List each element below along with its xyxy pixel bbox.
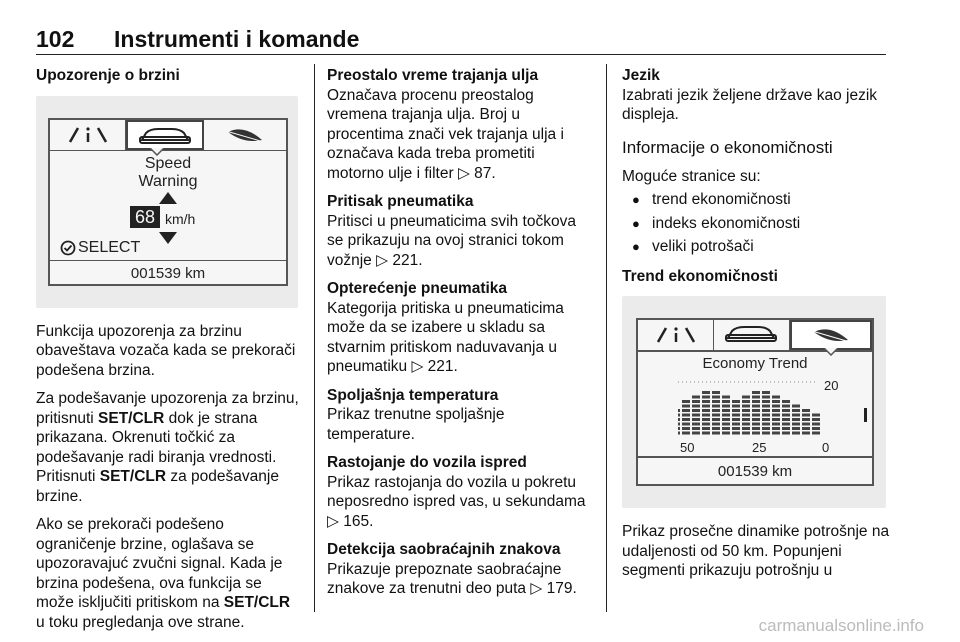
bar-segment bbox=[732, 405, 740, 408]
road-info-icon bbox=[638, 320, 714, 350]
bar-segment bbox=[678, 423, 680, 426]
bar-segment bbox=[692, 405, 700, 408]
arrow-up-icon bbox=[159, 192, 177, 204]
bar-segment bbox=[742, 418, 750, 421]
bar-segment bbox=[782, 409, 790, 412]
bar-segment bbox=[722, 400, 730, 403]
bar-segment bbox=[752, 432, 760, 435]
bar-segment bbox=[762, 405, 770, 408]
speed-warning-figure bbox=[36, 96, 298, 308]
bar-segment bbox=[782, 432, 790, 435]
bar-segment bbox=[722, 432, 730, 435]
bar-segment bbox=[762, 423, 770, 426]
bar-segment bbox=[782, 423, 790, 426]
column-divider bbox=[606, 64, 607, 612]
bar-segment bbox=[702, 391, 710, 394]
bar-segment bbox=[772, 400, 780, 403]
bar-segment bbox=[692, 409, 700, 412]
list-item: ● veliki potrošači bbox=[622, 237, 890, 257]
bar-segment bbox=[762, 418, 770, 421]
column-1 bbox=[36, 66, 302, 641]
bar-segment bbox=[722, 423, 730, 426]
bar-segment bbox=[762, 432, 770, 435]
bar-segment bbox=[762, 414, 770, 417]
paragraph: Izabrati jezik željene države kao jezik displeja. bbox=[622, 86, 878, 123]
bar-segment bbox=[702, 432, 710, 435]
bar-segment bbox=[712, 405, 720, 408]
bar-segment bbox=[752, 400, 760, 403]
bar-segment bbox=[782, 418, 790, 421]
display-line: Warning bbox=[138, 172, 198, 190]
scale-top-label: 20 bbox=[824, 378, 839, 393]
bar-segment bbox=[752, 391, 760, 394]
bar-segment bbox=[692, 423, 700, 426]
tab-vehicle bbox=[126, 120, 204, 150]
bar-segment bbox=[722, 396, 730, 399]
x-label: 0 bbox=[822, 440, 830, 455]
bar-segment bbox=[752, 414, 760, 417]
bar-segment bbox=[682, 432, 690, 435]
bar-segment bbox=[782, 414, 790, 417]
bar-segment bbox=[802, 409, 810, 412]
bar-segment bbox=[742, 427, 750, 430]
bar-segment bbox=[682, 414, 690, 417]
bar-segment bbox=[732, 414, 740, 417]
odometer: 001539 km bbox=[130, 264, 206, 282]
bar-segment bbox=[772, 432, 780, 435]
paragraph: Označava procenu preostalog vremena trajanja ulja. Broj u procentima znači vek trajanja ulja i označava kada treba prometiti motorno ulje i filter ▷ 87. bbox=[327, 86, 564, 182]
paragraph: Prikazuje prepoznate saobraćajne znakove za trenutni deo puta ▷ 179. bbox=[327, 560, 577, 597]
bar-segment bbox=[678, 409, 680, 412]
bar-segment bbox=[678, 418, 680, 421]
x-label: 50 bbox=[680, 440, 695, 455]
bar-segment bbox=[812, 427, 820, 430]
watermark: carmanualsonline.info bbox=[758, 616, 924, 635]
bar-segment bbox=[782, 405, 790, 408]
paragraph: Kategorija pritiska u pneumaticima može da se izabere u skladu sa stvarnim pritiskom naduvavanja u pneumatiku ▷ 221. bbox=[327, 299, 564, 375]
speed-value: 68 bbox=[130, 206, 160, 228]
bar-segment bbox=[682, 409, 690, 412]
bar-segment bbox=[682, 418, 690, 421]
bar-segment bbox=[722, 405, 730, 408]
bar-segment bbox=[692, 414, 700, 417]
list-item: ● trend ekonomičnosti bbox=[622, 190, 890, 210]
bar-segment bbox=[812, 423, 820, 426]
bar-segment bbox=[762, 396, 770, 399]
bar-segment bbox=[692, 400, 700, 403]
bar-segment bbox=[812, 418, 820, 421]
tab-eco bbox=[204, 120, 286, 150]
trend-bars bbox=[678, 376, 838, 442]
page-number: 102 bbox=[36, 26, 75, 52]
paragraph: Pritisci u pneumaticima svih točkova se prikazuju na ovoj stranici tokom vožnje ▷ 221. bbox=[327, 212, 576, 269]
display-divider bbox=[638, 456, 872, 458]
pages-list bbox=[622, 190, 890, 257]
bar-segment bbox=[722, 409, 730, 412]
tab-vehicle bbox=[714, 320, 790, 350]
bar-segment bbox=[752, 405, 760, 408]
bar-segment bbox=[712, 427, 720, 430]
paragraph: Prikaz prosečne dinamike potrošnje na udaljenosti od 50 km. Popunjeni segmenti prikazuju potrošnju u bbox=[622, 523, 890, 579]
bar-segment bbox=[692, 432, 700, 435]
paragraph: Moguće stranice su: bbox=[622, 167, 761, 185]
section-heading-large: Informacije o ekonomičnosti bbox=[622, 137, 833, 157]
bar-segment bbox=[762, 427, 770, 430]
bar-segment bbox=[792, 405, 800, 408]
tab-trip bbox=[638, 320, 714, 350]
bar-segment bbox=[812, 414, 820, 417]
bar-segment bbox=[702, 405, 710, 408]
car-icon bbox=[128, 122, 202, 148]
bar-segment bbox=[712, 409, 720, 412]
section-heading: Spoljašnja temperatura bbox=[327, 386, 499, 404]
bar-segment bbox=[702, 414, 710, 417]
bar-segment bbox=[682, 423, 690, 426]
bar-segment bbox=[682, 400, 690, 403]
bar-segment bbox=[682, 427, 690, 430]
odometer: 001539 km bbox=[717, 463, 793, 480]
paragraph: Funkcija upozorenja za brzinu obaveštava vozača kada se prekorači podešena brzina. bbox=[36, 322, 296, 379]
economy-trend-figure bbox=[622, 296, 886, 508]
column-divider bbox=[314, 64, 315, 612]
bar-segment bbox=[742, 423, 750, 426]
bar-segment bbox=[702, 418, 710, 421]
page-header bbox=[36, 26, 886, 55]
bar-segment bbox=[722, 427, 730, 430]
bar-segment bbox=[802, 414, 810, 417]
column-3 bbox=[622, 66, 890, 590]
check-circle-icon bbox=[60, 240, 76, 256]
bar-segment bbox=[702, 427, 710, 430]
display-divider bbox=[50, 260, 286, 262]
bar-segment bbox=[772, 418, 780, 421]
bar-segment bbox=[782, 400, 790, 403]
bar-segment bbox=[712, 432, 720, 435]
section-heading: Detekcija saobraćajnih znakova bbox=[327, 541, 561, 558]
bar-segment bbox=[772, 409, 780, 412]
section-heading: Opterećenje pneumatika bbox=[327, 280, 508, 297]
display-line: Speed bbox=[144, 154, 192, 172]
bar-segment bbox=[702, 423, 710, 426]
bar-segment bbox=[712, 418, 720, 421]
bar-segment bbox=[702, 409, 710, 412]
bar-segment bbox=[732, 409, 740, 412]
tab-divider bbox=[50, 150, 286, 152]
arrow-down-icon bbox=[159, 232, 177, 244]
car-icon bbox=[714, 320, 788, 348]
bar-segment bbox=[772, 405, 780, 408]
bar-segment bbox=[762, 400, 770, 403]
bar-segment bbox=[702, 400, 710, 403]
scroll-indicator bbox=[864, 408, 867, 422]
bar-segment bbox=[678, 432, 680, 435]
paragraph: Ako se prekorači podešeno ograničenje brzine, oglašava se upozoravajuć zvučni signal. Kada je brzina podešena, ova funkcija se može isključiti pritiskom na SET/CLR u toku pregledanja ove strane. bbox=[36, 516, 291, 631]
select-label: SELECT bbox=[78, 238, 141, 256]
bar-segment bbox=[762, 409, 770, 412]
tab-trip bbox=[50, 120, 126, 150]
bar-segment bbox=[712, 400, 720, 403]
bar-segment bbox=[792, 414, 800, 417]
leaf-icon bbox=[204, 120, 286, 150]
bar-segment bbox=[792, 409, 800, 412]
bar-segment bbox=[742, 432, 750, 435]
bar-segment bbox=[772, 396, 780, 399]
bar-segment bbox=[812, 432, 820, 435]
display-screen bbox=[48, 118, 288, 286]
bar-segment bbox=[752, 423, 760, 426]
bar-segment bbox=[792, 423, 800, 426]
bar-segment bbox=[732, 418, 740, 421]
bar-segment bbox=[712, 414, 720, 417]
bar-segment bbox=[678, 427, 680, 430]
paragraph: Prikaz trenutne spoljašnje temperature. bbox=[327, 406, 505, 443]
x-label: 25 bbox=[752, 440, 767, 455]
bar-segment bbox=[772, 414, 780, 417]
paragraph: Prikaz rastojanja do vozila u pokretu neposredno ispred vas, u sekundama ▷ 165. bbox=[327, 473, 586, 530]
bar-segment bbox=[742, 414, 750, 417]
display-title: Economy Trend bbox=[702, 355, 808, 372]
page-title: Instrumenti i komande bbox=[114, 26, 360, 52]
display-screen bbox=[636, 318, 874, 486]
section-heading: Upozorenje o brzini bbox=[36, 67, 180, 84]
bar-segment bbox=[772, 427, 780, 430]
bar-segment bbox=[702, 396, 710, 399]
bar-segment bbox=[742, 409, 750, 412]
leaf-icon bbox=[792, 322, 870, 348]
bar-segment bbox=[732, 400, 740, 403]
bar-segment bbox=[762, 391, 770, 394]
bar-segment bbox=[712, 396, 720, 399]
bar-segment bbox=[732, 427, 740, 430]
bar-segment bbox=[802, 423, 810, 426]
bar-segment bbox=[752, 427, 760, 430]
bar-segment bbox=[802, 427, 810, 430]
paragraph: Za podešavanje upozorenja za brzinu, pritisnuti SET/CLR dok je strana prikazana. Okrenuti točkić za podešavanje radi biranja vrednosti. Pritisnuti SET/CLR za podešavanje brzine. bbox=[36, 390, 299, 505]
bar-segment bbox=[802, 432, 810, 435]
bar-segment bbox=[742, 405, 750, 408]
bar-segment bbox=[682, 405, 690, 408]
road-info-icon bbox=[50, 120, 126, 150]
bar-segment bbox=[692, 427, 700, 430]
bar-segment bbox=[752, 409, 760, 412]
bar-segment bbox=[742, 400, 750, 403]
bar-segment bbox=[732, 423, 740, 426]
bar-segment bbox=[792, 418, 800, 421]
section-heading: Preostalo vreme trajanja ulja bbox=[327, 67, 539, 84]
section-heading: Rastojanje do vozila ispred bbox=[327, 454, 527, 471]
bar-segment bbox=[692, 396, 700, 399]
bar-segment bbox=[712, 391, 720, 394]
speed-unit: km/h bbox=[165, 210, 196, 227]
section-heading: Pritisak pneumatika bbox=[327, 193, 474, 210]
bar-segment bbox=[722, 414, 730, 417]
column-2 bbox=[327, 66, 593, 608]
bar-segment bbox=[732, 432, 740, 435]
tab-eco bbox=[790, 320, 872, 350]
bar-segment bbox=[678, 414, 680, 417]
bar-segment bbox=[712, 423, 720, 426]
bar-segment bbox=[752, 396, 760, 399]
bar-segment bbox=[722, 418, 730, 421]
section-heading: Jezik bbox=[622, 67, 660, 84]
bar-segment bbox=[792, 432, 800, 435]
bar-segment bbox=[752, 418, 760, 421]
bar-segment bbox=[742, 396, 750, 399]
bar-segment bbox=[692, 418, 700, 421]
list-item: ● indeks ekonomičnosti bbox=[622, 214, 890, 234]
bar-segment bbox=[792, 427, 800, 430]
bar-segment bbox=[772, 423, 780, 426]
bar-segment bbox=[802, 418, 810, 421]
section-heading: Trend ekonomičnosti bbox=[622, 267, 778, 285]
bar-segment bbox=[782, 427, 790, 430]
